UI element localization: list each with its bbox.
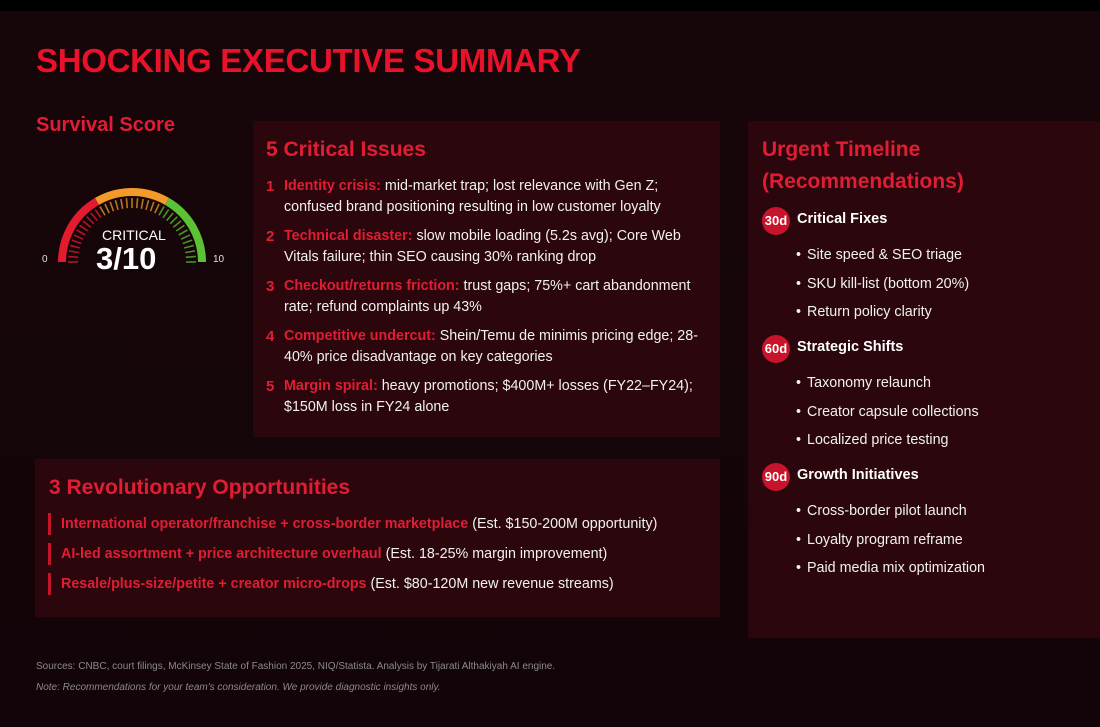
- timeline-item: • Cross-border pilot launch: [796, 497, 985, 526]
- issue-label: Margin spiral:: [284, 378, 378, 394]
- issue-item: [266, 376, 706, 418]
- gauge-tick: [77, 230, 86, 235]
- issue-text: Shein/Temu de minimis pricing edge; 28-40% price disadvantage on key categories: [284, 328, 698, 365]
- gauge-tick: [91, 213, 97, 221]
- timeline-item: • Loyalty program reframe: [796, 526, 985, 555]
- gauge-tick: [146, 200, 149, 210]
- gauge-tick: [185, 251, 195, 253]
- gauge-tick: [170, 217, 177, 224]
- issue-number: 5: [266, 378, 275, 395]
- gauge-tick: [70, 245, 80, 248]
- gauge-tick: [163, 210, 169, 218]
- sources-text: Sources: CNBC, court filings, McKinsey State of Fashion 2025, NIQ/Statista. Analysis by Tijarati Althakiyah AI engine.: [36, 661, 556, 672]
- top-bar: [0, 0, 1100, 11]
- gauge-min-label: 0: [42, 254, 48, 265]
- gauge-tick: [173, 221, 181, 227]
- timeline-item: • Return policy clarity: [796, 298, 969, 327]
- gauge-max-label: 10: [213, 254, 225, 265]
- gauge-tick: [110, 202, 113, 211]
- survival-score-title: Survival Score: [36, 114, 175, 136]
- issue-label: Technical disaster:: [284, 228, 413, 244]
- gauge-tick: [181, 235, 190, 239]
- issue-number: 3: [266, 278, 275, 295]
- issue-text: heavy promotions; $400M+ losses (FY22–FY24); $150M loss in FY24 alone: [284, 378, 693, 415]
- gauge-status-label: CRITICAL: [102, 227, 166, 243]
- gauge-tick: [183, 240, 192, 243]
- gauge-tick: [167, 213, 173, 221]
- opportunity-item: [48, 543, 721, 565]
- timeline-item: • Site speed & SEO triage: [796, 241, 969, 270]
- gauge-tick: [80, 225, 88, 231]
- opportunity-estimate: (Est. $80-120M new revenue streams): [370, 576, 614, 592]
- gauge-tick: [95, 210, 101, 218]
- timeline-item-list: [796, 241, 969, 327]
- issue-label: Identity crisis:: [284, 178, 381, 194]
- issue-text: slow mobile loading (5.2s avg); Core Web Vitals failure; thin SEO causing 30% ranking drop: [284, 228, 681, 265]
- opportunity-label: International operator/franchise + cross-border marketplace: [61, 516, 469, 532]
- timeline-badge: 60d: [762, 335, 790, 363]
- gauge-tick: [179, 230, 188, 235]
- timeline-item: • Paid media mix optimization: [796, 554, 985, 583]
- critical-issues-panel: [253, 121, 720, 437]
- opportunity-label: Resale/plus-size/petite + creator micro-drops: [61, 576, 367, 592]
- gauge-tick: [68, 256, 78, 257]
- opportunity-estimate: (Est. 18-25% margin improvement): [385, 546, 608, 562]
- gauge-tick: [159, 207, 164, 216]
- gauge-tick: [115, 200, 118, 210]
- timeline-item-list: [796, 497, 985, 583]
- gauge-tick: [72, 240, 81, 243]
- survival-gauge: [30, 170, 230, 270]
- note-text: Note: Recommendations for your team's consideration. We provide diagnostic insights only.: [36, 682, 441, 693]
- timeline-badge: 30d: [762, 207, 790, 235]
- issue-label: Checkout/returns friction:: [284, 278, 460, 294]
- gauge-tick: [155, 204, 159, 213]
- opportunity-item: [48, 513, 721, 535]
- gauge-tick: [137, 198, 138, 208]
- issue-label: Competitive undercut:: [284, 328, 436, 344]
- gauge-tick: [141, 199, 143, 209]
- issue-number: 1: [266, 178, 275, 195]
- issue-text: mid-market trap; lost relevance with Gen Z; confused brand positioning resulting in low customer loyalty: [284, 178, 661, 215]
- timeline-item-list: [796, 369, 979, 455]
- timeline-group-title: Growth Initiatives: [797, 467, 919, 483]
- gauge-tick: [100, 207, 105, 216]
- gauge-tick: [150, 202, 153, 211]
- timeline-badge: 90d: [762, 463, 790, 491]
- issue-text: trust gaps; 75%+ cart abandonment rate; refund complaints up 43%: [284, 278, 691, 315]
- gauge-tick: [105, 204, 109, 213]
- timeline-group-title: Critical Fixes: [797, 211, 888, 227]
- gauge-tick: [184, 245, 194, 248]
- issue-number: 2: [266, 228, 275, 245]
- timeline-item: • Taxonomy relaunch: [796, 369, 979, 398]
- opportunities-panel: [35, 459, 720, 617]
- gauge-tick: [121, 199, 123, 209]
- issue-item: [266, 226, 706, 268]
- opportunity-label: AI-led assortment + price architecture overhaul: [61, 546, 382, 562]
- issue-item: [266, 326, 706, 368]
- gauge-tick: [69, 251, 79, 253]
- gauge-score-value: 3/10: [96, 241, 157, 270]
- gauge-tick: [176, 225, 184, 231]
- gauge-tick: [74, 235, 83, 239]
- timeline-item: • Creator capsule collections: [796, 398, 979, 427]
- critical-issues-title: 5 Critical Issues: [266, 138, 426, 161]
- timeline-group-title: Strategic Shifts: [797, 339, 904, 355]
- issue-number: 4: [266, 328, 275, 345]
- opportunity-estimate: (Est. $150-200M opportunity): [472, 516, 658, 532]
- gauge-tick: [87, 217, 94, 224]
- opportunity-item: [48, 573, 721, 595]
- gauge-tick: [126, 198, 127, 208]
- issue-item: [266, 276, 706, 318]
- urgent-timeline-panel: [748, 121, 1100, 638]
- gauge-tick: [186, 256, 196, 257]
- gauge-tick: [83, 221, 91, 227]
- timeline-item: • Localized price testing: [796, 426, 979, 455]
- page-title: SHOCKING EXECUTIVE SUMMARY: [36, 42, 581, 79]
- timeline-title: Urgent Timeline (Recommendations): [762, 138, 964, 193]
- opportunities-title: 3 Revolutionary Opportunities: [49, 476, 351, 499]
- issue-item: [266, 176, 706, 218]
- timeline-item: • SKU kill-list (bottom 20%): [796, 270, 969, 299]
